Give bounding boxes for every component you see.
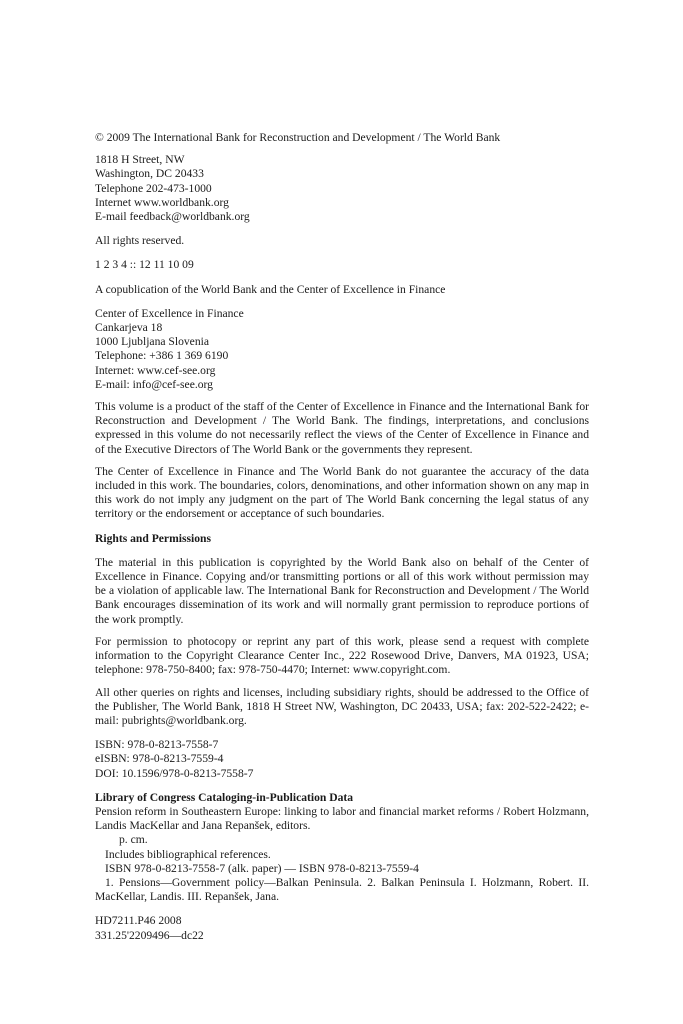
- disclaimer-paragraph: This volume is a product of the staff of the Center of Excellence in Finance and the International Bank for Reconstruction and Development / The World Bank. The findings, interpretations, and conclusions expressed in this volume do not necessarily reflect the views of the Center of Excellence in Finance and of the Executive Directors of The World Bank or the governments they represent.: [95, 400, 589, 456]
- eisbn: eISBN: 978-0-8213-7559-4: [95, 752, 224, 766]
- rights-heading: Rights and Permissions: [95, 531, 211, 545]
- address-line: Internet: www.cef-see.org: [95, 363, 216, 377]
- dewey-number: 331.25'2209496—dc22: [95, 928, 204, 942]
- address-line: 1000 Ljubljana Slovenia: [95, 335, 209, 349]
- address-line: 1818 H Street, NW: [95, 153, 185, 167]
- classification: [95, 914, 589, 942]
- loc-title: Pension reform in Southeastern Europe: linking to labor and financial market reforms / Robert Holzmann, Landis MacKellar and Jana Repanšek, editors.: [95, 804, 589, 833]
- loc-subjects: [95, 876, 589, 904]
- address-line: Telephone: +386 1 369 6190: [95, 349, 229, 363]
- rights-paragraph: All other queries on rights and licenses, including subsidiary rights, should be addressed to the Office of the Publisher, The World Bank, 1818 H Street NW, Washington, DC 20433, USA; fax: 202-522-2422; e-mail: pubrights@worldbank.org.: [95, 685, 589, 727]
- isbn: ISBN: 978-0-8213-7558-7: [95, 738, 219, 752]
- address-line: E-mail feedback@worldbank.org: [95, 210, 250, 224]
- doi: DOI: 10.1596/978-0-8213-7558-7: [95, 766, 254, 780]
- world-bank-address: [95, 153, 589, 224]
- address-line: Internet www.worldbank.org: [95, 195, 229, 209]
- address-line: Cankarjeva 18: [95, 321, 163, 335]
- identifiers: [95, 738, 589, 781]
- copublication-note: A copublication of the World Bank and the Center of Excellence in Finance: [95, 282, 446, 296]
- rights-reserved: All rights reserved.: [95, 234, 185, 248]
- printing-line: 1 2 3 4 :: 12 11 10 09: [95, 258, 194, 272]
- copyright-page: [95, 131, 589, 943]
- call-number: HD7211.P46 2008: [95, 914, 182, 928]
- loc-isbn: ISBN 978-0-8213-7558-7 (alk. paper) — ISBN 978-0-8213-7559-4: [105, 861, 419, 875]
- address-line: E-mail: info@cef-see.org: [95, 377, 213, 391]
- loc-bibliography: Includes bibliographical references.: [105, 847, 271, 861]
- loc-heading: Library of Congress Cataloging-in-Publication Data: [95, 790, 354, 804]
- address-line: Telephone 202-473-1000: [95, 181, 212, 195]
- rights-paragraph: The material in this publication is copyrighted by the World Bank also on behalf of the Center of Excellence in Finance. Copying and/or transmitting portions or all of this work without permission may be a violation of applicable law. The International Bank for Reconstruction and Development / The World Bank encourages dissemination of its work and will normally grant permission to reproduce portions of the work promptly.: [95, 555, 589, 626]
- disclaimer-paragraph: The Center of Excellence in Finance and The World Bank do not guarantee the accuracy of the data included in this work. The boundaries, colors, denominations, and other information shown on any map in this work do not imply any judgment on the part of The World Bank concerning the legal status of any territory or the endorsement or acceptance of such boundaries.: [95, 464, 589, 521]
- address-line: Washington, DC 20433: [95, 167, 204, 181]
- address-line: Center of Excellence in Finance: [95, 306, 244, 320]
- loc-pages: p. cm.: [119, 833, 148, 847]
- copyright-notice: © 2009 The International Bank for Reconstruction and Development / The World Bank: [95, 131, 501, 144]
- rights-paragraph: For permission to photocopy or reprint any part of this work, please send a request with complete information to the Copyright Clearance Center Inc., 222 Rosewood Drive, Danvers, MA 01923, USA; telephone: 978-750-8400; fax: 978-750-4470; Internet: www.copyright.com.: [95, 634, 589, 677]
- loc-subjects-text: 1. Pensions—Government policy—Balkan Peninsula. 2. Balkan Peninsula I. Holzmann, Robert. II. MacKellar, Landis. III. Repanšek, Jana.: [95, 875, 589, 904]
- cef-address: [95, 307, 589, 392]
